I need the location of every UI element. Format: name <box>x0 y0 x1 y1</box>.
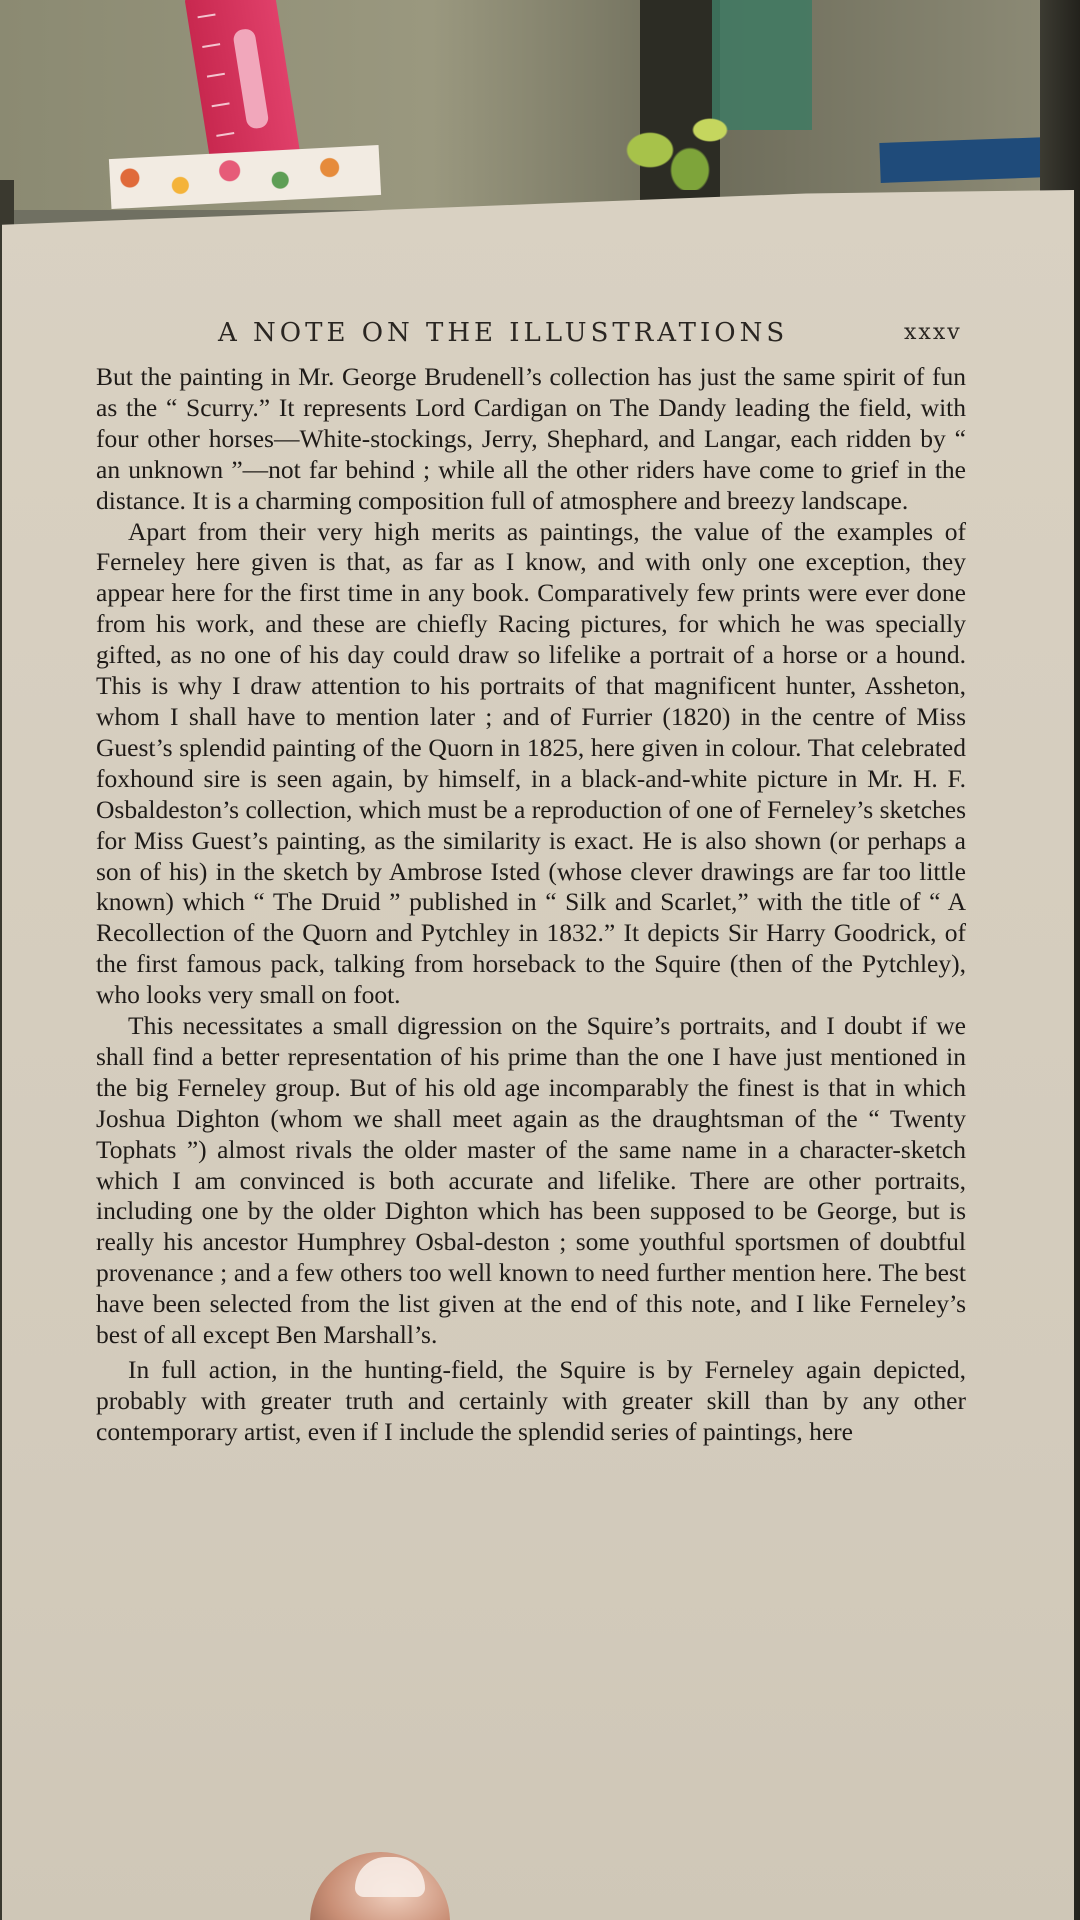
paragraph: This necessitates a small digression on the Squire’s portraits, and I doubt if we shall find a better representation of his prime than the one I have just mentioned in the big Ferneley group. But of his old age incomparably the finest is that in which Joshua Dighton (whom we shall meet again as the draughtsman of the “ Twenty Tophats ”) almost rivals the older master of the same name in a character-sketch which I am convinced is both accurate and lifelike. There are other portraits, including one by the older Dighton which has been supposed to be George, but is really his ancestor Humphrey Osbal-deston ; some youthful sportsmen of doubtful provenance ; and a few others too well known to need further mention here. The best have been selected from the list given at the end of this note, and I like Ferneley’s best of all except Ben Marshall’s. <box>96 1011 966 1350</box>
ruler-tick <box>216 132 234 137</box>
blue-book <box>879 137 1050 183</box>
plant-leaves <box>620 90 730 190</box>
paragraph: In full action, in the hunting-field, the Squire is by Ferneley again depicted, probably with greater truth and certainly with greater skill than by any other contemporary artist, even if I include the splendid series of paintings, here <box>96 1355 966 1446</box>
ruler-tick <box>202 43 220 48</box>
paragraph: But the painting in Mr. George Brudenell’s collection has just the same spirit of fun as the “ Scurry.” It represents Lord Cardigan on The Dandy leading the field, with four other horses—White-stockings, Jerry, Shephard, and Langar, each ridden by “ an unknown ”—not far behind ; while all the other riders have come to grief in the distance. It is a charming composition full of atmosphere and breezy landscape. <box>96 362 966 515</box>
ruler-tick <box>207 73 225 78</box>
paragraph: Apart from their very high merits as paintings, the value of the examples of Ferneley here given is that, as far as I know, and with only one exception, they appear here for the first time in any book. Comparatively few prints were ever done from his work, and these are chiefly Racing pictures, for which he was specially gifted, as no one of his day could draw so lifelike a portrait of a horse or a hound. This is why I draw attention to his portraits of that magnificent hunter, Assheton, whom I shall have to mention later ; and of Furrier (1820) in the centre of Miss Guest’s splendid painting of the Quorn in 1825, here given in colour. That celebrated foxhound sire is seen again, by himself, in a black-and-white picture in Mr. H. F. Osbaldeston’s collection, which must be a reproduction of one of Ferneley’s sketches for Miss Guest’s painting, as the similarity is exact. He is also shown (or perhaps a son of his) in the sketch by Ambrose Isted (whose clever drawings are far too little known) which “ The Druid ” published in “ Silk and Scarlet,” with the title of “ A Recollection of the Quorn and Pytchley in 1832.” It depicts Sir Harry Goodrick, of the first famous pack, talking from horseback to the Squire (then of the Pytchley), who looks very small on foot. <box>96 516 966 1010</box>
page-number: xxxv <box>904 320 962 345</box>
body-text <box>96 362 966 1448</box>
ruler-tick <box>212 102 230 107</box>
running-head: A NOTE ON THE ILLUSTRATIONS <box>218 318 789 348</box>
ruler-tick <box>197 14 215 19</box>
ruler-logo <box>232 28 269 130</box>
